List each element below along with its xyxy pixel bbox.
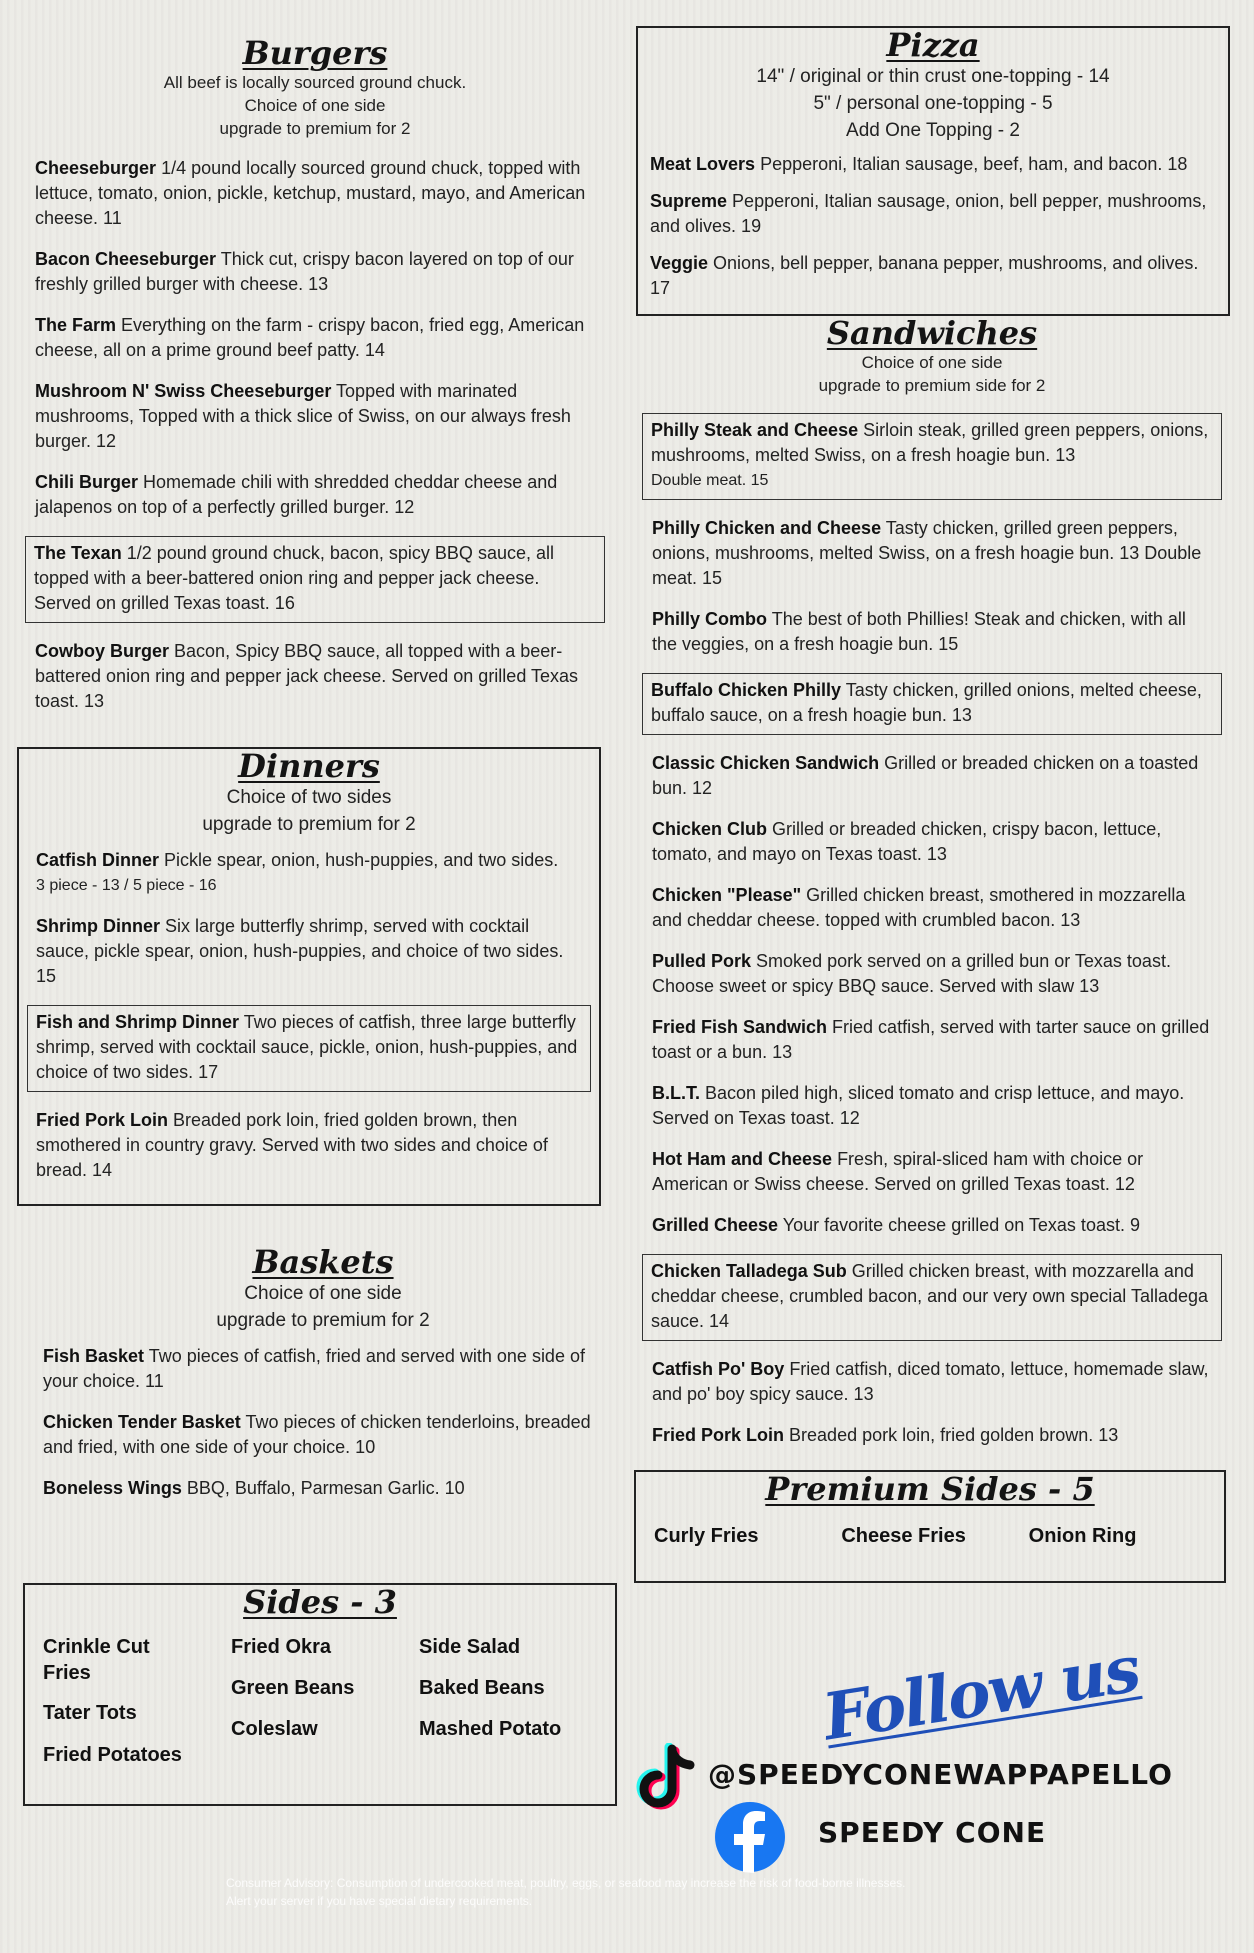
sides-section — [23, 1583, 617, 1806]
premium-sides-title: Premium Sides - 5 — [765, 1470, 1095, 1508]
sides-column-1 — [43, 1634, 221, 1768]
sides-header — [43, 1585, 597, 1620]
side-baked-beans: Baked Beans — [419, 1677, 545, 1700]
menu-item-cheeseburger: Cheeseburger 1/4 pound locally sourced ground chuck, topped with lettuce, tomato, onion, pickle, ketchup, mustard, mayo, and American cheese. 11 — [35, 158, 586, 229]
sandwiches-section — [652, 316, 1212, 1448]
follow-us-heading: Follow us — [818, 1631, 1144, 1756]
facebook-icon[interactable] — [714, 1801, 786, 1873]
menu-item-grilled-cheese: Grilled Cheese Your favorite cheese grilled on Texas toast. 9 — [652, 1215, 1140, 1236]
side-green-beans: Green Beans — [231, 1677, 355, 1700]
dinners-section — [17, 747, 601, 1206]
menu-item-cowboy-burger: Cowboy Burger Bacon, Spicy BBQ sauce, all topped with a beer-battered onion ring and pepper jack cheese. Served on grilled Texas toast. 13 — [35, 641, 579, 712]
menu-item-chicken-talladega-sub: Chicken Talladega Sub Grilled chicken breast, with mozzarella and cheddar cheese, crumbled bacon, and our very own special Talladega sauce. 14 — [642, 1254, 1222, 1341]
tiktok-icon[interactable] — [636, 1743, 698, 1813]
burgers-upgrade-note: upgrade to premium for 2 — [219, 119, 411, 139]
side-mashed-potato: Mashed Potato — [419, 1718, 562, 1741]
menu-item-philly-steak-and-cheese: Philly Steak and Cheese Sirloin steak, grilled green peppers, onions, mushrooms, melted Swiss, on a fresh hoagie bun. 13 Double meat. 15 — [642, 413, 1222, 500]
sandwiches-title: Sandwiches — [826, 314, 1038, 352]
menu-item-hot-ham-and-cheese: Hot Ham and Cheese Fresh, spiral-sliced ham with choice or American or Swiss cheese. Served on grilled Texas toast. 12 — [652, 1149, 1144, 1195]
burgers-side-note: Choice of one side — [244, 96, 386, 116]
sandwiches-side-note: Choice of one side — [861, 353, 1003, 373]
baskets-side-note: Choice of one side — [244, 1283, 402, 1305]
side-coleslaw: Coleslaw — [231, 1718, 318, 1741]
sandwiches-upgrade-note: upgrade to premium side for 2 — [818, 376, 1046, 396]
menu-item-bacon-cheeseburger: Bacon Cheeseburger Thick cut, crispy bacon layered on top of our freshly grilled burger with cheese. 13 — [35, 249, 574, 295]
menu-item-the-farm: The Farm Everything on the farm - crispy bacon, fried egg, American cheese, all on a prime ground beef patty. 14 — [35, 315, 585, 361]
sides-grid — [43, 1634, 597, 1768]
baskets-header — [43, 1245, 603, 1334]
baskets-section — [43, 1245, 603, 1501]
premium-sides-section — [634, 1470, 1226, 1583]
dinners-upgrade-note: upgrade to premium for 2 — [202, 814, 416, 836]
facebook-name[interactable]: SPEEDY CONE — [818, 1816, 1047, 1849]
side-tater-tots: Tater Tots — [43, 1702, 137, 1725]
burgers-title: Burgers — [242, 34, 388, 72]
side-fried-okra: Fried Okra — [231, 1636, 332, 1659]
premium-sides-header — [654, 1472, 1206, 1507]
side-crinkle-cut-fries: Crinkle Cut Fries — [43, 1636, 150, 1685]
menu-item-philly-chicken-and-cheese: Philly Chicken and Cheese Tasty chicken, grilled green peppers, onions, mushrooms, melted Swiss, on a fresh hoagie bun. 13 Double meat. 15 — [652, 518, 1202, 589]
menu-item-blt: B.L.T. Bacon piled high, sliced tomato and crisp lettuce, and mayo. Served on Texas toast. 12 — [652, 1083, 1185, 1129]
dinners-header — [36, 749, 582, 838]
sides-column-3 — [419, 1634, 597, 1768]
consumer-advisory-line-1: Consumer Advisory: Consumption of undercooked meat, poultry, eggs, or seafood may increase the risk of food-borne illnesses. — [226, 1876, 906, 1890]
sides-title: Sides - 3 — [243, 1583, 397, 1621]
burgers-section — [35, 36, 595, 714]
menu-item-boneless-wings: Boneless Wings BBQ, Buffalo, Parmesan Garlic. 10 — [43, 1478, 465, 1499]
consumer-advisory-line-2: Alert your server if you have special dietary requirements. — [226, 1894, 533, 1908]
pizza-large-price: 14" / original or thin crust one-topping - 14 — [756, 66, 1110, 88]
menu-item-meat-lovers: Meat Lovers Pepperoni, Italian sausage, beef, ham, and bacon. 18 — [650, 154, 1188, 175]
menu-item-fried-pork-loin-sandwich: Fried Pork Loin Breaded pork loin, fried golden brown. 13 — [652, 1425, 1119, 1446]
menu-item-chicken-please: Chicken "Please" Grilled chicken breast, smothered in mozzarella and cheddar cheese. topped with crumbled bacon. 13 — [652, 885, 1186, 931]
side-fried-potatoes: Fried Potatoes — [43, 1744, 182, 1767]
dinners-side-note: Choice of two sides — [226, 787, 392, 809]
pizza-header — [650, 28, 1216, 144]
menu-item-mushroom-swiss: Mushroom N' Swiss Cheeseburger Topped with marinated mushrooms, Topped with a thick slice of Swiss, on our always fresh burger. 12 — [35, 381, 571, 452]
menu-item-philly-combo: Philly Combo The best of both Phillies! Steak and chicken, with all the veggies, on a fresh hoagie bun. 15 — [652, 609, 1186, 655]
premium-side-onion-ring: Onion Ring — [1028, 1525, 1137, 1548]
menu-item-chicken-club: Chicken Club Grilled or breaded chicken, crispy bacon, lettuce, tomato, and mayo on Texas toast. 13 — [652, 819, 1162, 865]
menu-item-catfish-dinner: Catfish Dinner Pickle spear, onion, hush-puppies, and two sides. 3 piece - 13 / 5 piece - 16 — [36, 850, 559, 895]
sandwiches-header — [652, 316, 1212, 397]
menu-item-supreme: Supreme Pepperoni, Italian sausage, onion, bell pepper, mushrooms, and olives. 19 — [650, 191, 1207, 237]
menu-item-chicken-tender-basket: Chicken Tender Basket Two pieces of chicken tenderloins, breaded and fried, with one side of your choice. 10 — [43, 1412, 591, 1458]
menu-item-pulled-pork: Pulled Pork Smoked pork served on a grilled bun or Texas toast. Choose sweet or spicy BBQ sauce. Served with slaw 13 — [652, 951, 1171, 997]
premium-side-curly-fries: Curly Fries — [654, 1525, 759, 1548]
menu-item-the-texan: The Texan 1/2 pound ground chuck, bacon, spicy BBQ sauce, all topped with a beer-battered onion ring and pepper jack cheese. Served on grilled Texas toast. 16 — [25, 536, 605, 623]
baskets-title: Baskets — [252, 1243, 394, 1281]
menu-item-buffalo-chicken-philly: Buffalo Chicken Philly Tasty chicken, grilled onions, melted cheese, buffalo sauce, on a fresh hoagie bun. 13 — [642, 673, 1222, 735]
consumer-advisory — [226, 1874, 1026, 1910]
premium-side-cheese-fries: Cheese Fries — [841, 1525, 966, 1548]
menu-item-shrimp-dinner: Shrimp Dinner Six large butterfly shrimp, served with cocktail sauce, pickle spear, onion, hush-puppies, and choice of two sides. 15 — [36, 916, 564, 987]
menu-item-chili-burger: Chili Burger Homemade chili with shredded cheddar cheese and jalapenos on top of a perfectly grilled burger. 12 — [35, 472, 558, 518]
menu-item-fried-fish-sandwich: Fried Fish Sandwich Fried catfish, served with tarter sauce on grilled toast or a bun. 13 — [652, 1017, 1210, 1063]
burgers-header — [35, 36, 595, 140]
dinners-title: Dinners — [238, 747, 380, 785]
pizza-title: Pizza — [886, 26, 980, 64]
pizza-topping-price: Add One Topping - 2 — [846, 120, 1020, 142]
menu-item-catfish-po-boy: Catfish Po' Boy Fried catfish, diced tomato, lettuce, homemade slaw, and po' boy spicy sauce. 13 — [652, 1359, 1209, 1405]
pizza-section — [636, 26, 1230, 316]
burgers-subtitle: All beef is locally sourced ground chuck. — [163, 73, 467, 93]
menu-item-veggie: Veggie Onions, bell pepper, banana pepper, mushrooms, and olives. 17 — [650, 253, 1199, 299]
menu-item-classic-chicken-sandwich: Classic Chicken Sandwich Grilled or breaded chicken on a toasted bun. 12 — [652, 753, 1199, 799]
tiktok-handle[interactable]: @SPEEDYCONEWAPPAPELLO — [708, 1758, 1173, 1791]
pizza-personal-price: 5" / personal one-topping - 5 — [813, 93, 1053, 115]
menu-item-fish-basket: Fish Basket Two pieces of catfish, fried and served with one side of your choice. 11 — [43, 1346, 585, 1392]
baskets-upgrade-note: upgrade to premium for 2 — [216, 1310, 430, 1332]
menu-item-fried-pork-loin-dinner: Fried Pork Loin Breaded pork loin, fried golden brown, then smothered in country gravy. Served with two sides and choice of bread. 14 — [36, 1110, 548, 1181]
sides-column-2 — [231, 1634, 409, 1768]
premium-sides-grid — [654, 1523, 1206, 1549]
side-side-salad: Side Salad — [419, 1636, 521, 1659]
menu-item-fish-and-shrimp-dinner: Fish and Shrimp Dinner Two pieces of catfish, three large butterfly shrimp, served with cocktail sauce, pickle, onion, hush-puppies, and choice of two sides. 17 — [27, 1005, 591, 1092]
